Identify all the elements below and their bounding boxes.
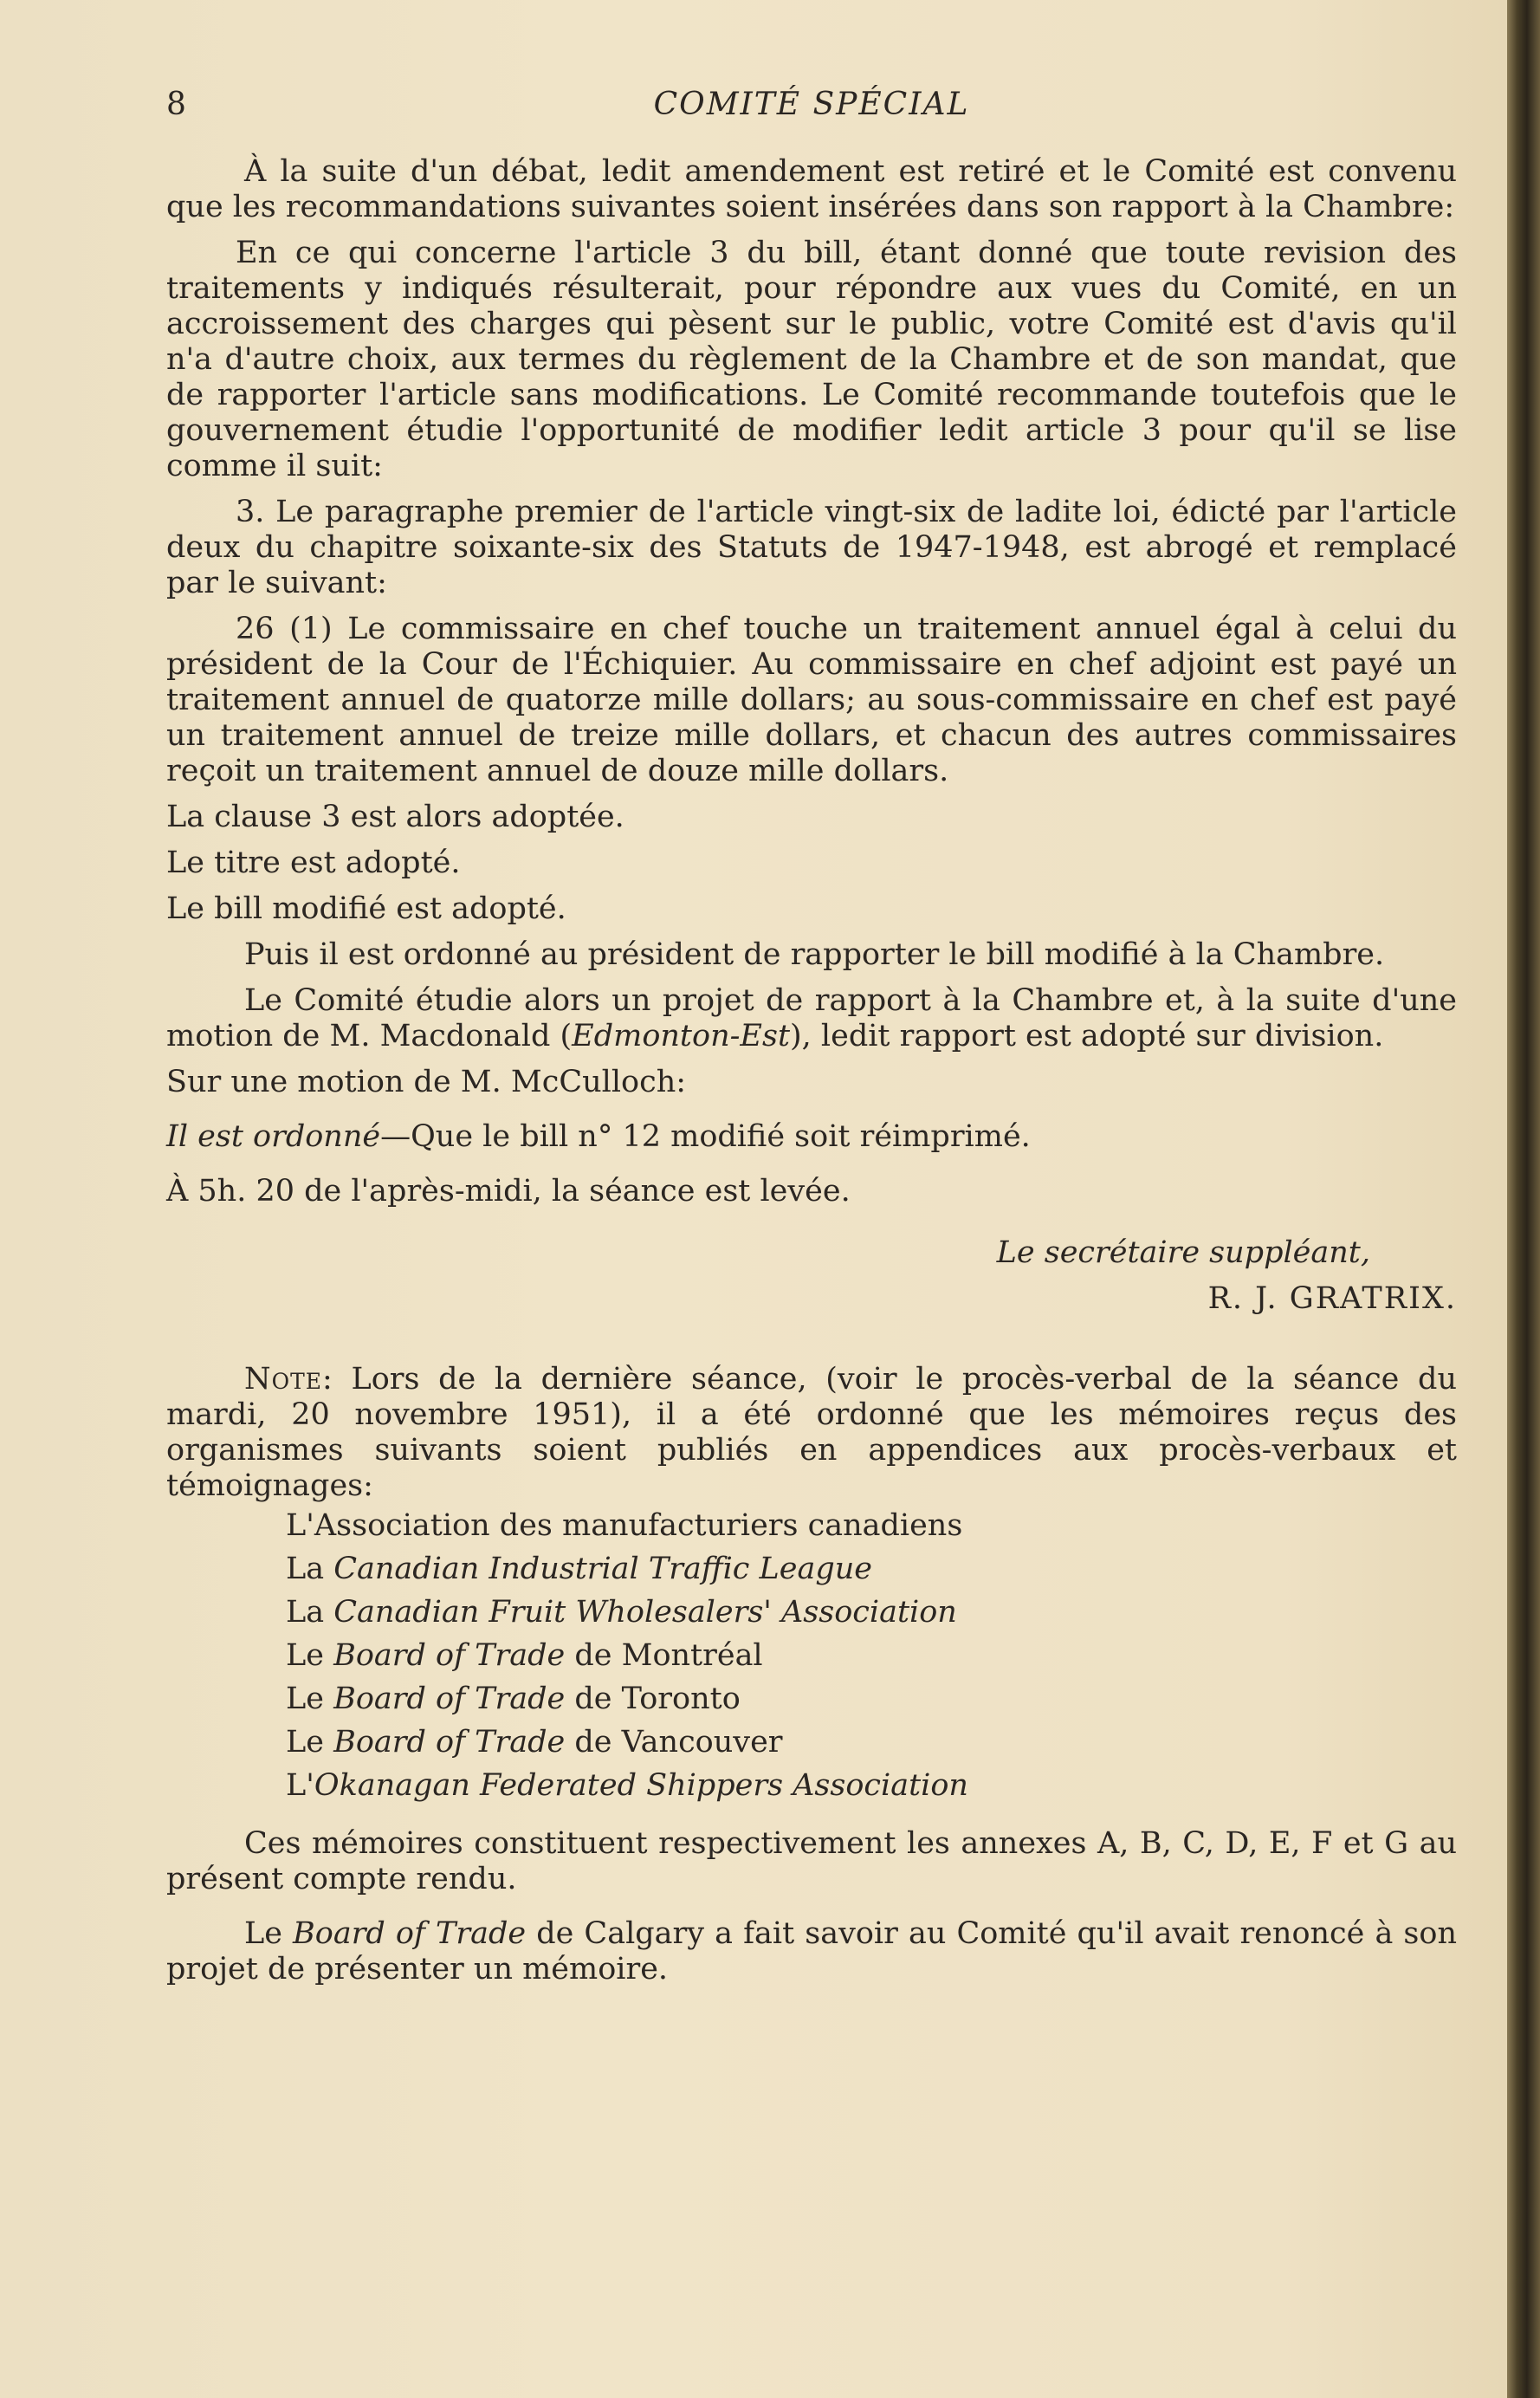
italic-run: Okanagan Federated Shippers Association (314, 1768, 968, 1803)
text-run: ), ledit rapport est adopté sur division. (790, 1019, 1384, 1053)
organization-item (286, 1721, 1457, 1764)
italic-run: Board of Trade (333, 1725, 566, 1760)
proposed-amendment: 3. Le paragraphe premier de l'article vingt-six de ladite loi, édicté par l'article deux du chapitre soixante-six des Statuts de 1947-1948, est abrogé et remplacé par le suivant: (166, 495, 1457, 600)
text-run: La (286, 1595, 334, 1630)
note-paragraph (166, 1362, 1457, 1504)
text-run: de Calgary a fait savoir au Comité qu'il avait renoncé à son projet de présenter un mémoire. (166, 1916, 1457, 1986)
text-run: de Montréal (565, 1638, 763, 1673)
italic-run: Board of Trade (333, 1682, 566, 1716)
organization-item (286, 1504, 1457, 1547)
document-body (166, 154, 1457, 1987)
paragraph: À 5h. 20 de l'après-midi, la séance est levée. (166, 1174, 851, 1209)
signature-name: R. J. GRATRIX. (1207, 1281, 1457, 1316)
organization-item (286, 1591, 1457, 1634)
paragraph: Ces mémoires constituent respectivement les annexes A, B, C, D, E, F et G au présent compte rendu. (166, 1826, 1457, 1896)
paragraph (166, 1119, 1457, 1155)
paragraph: Sur une motion de M. McCulloch: (166, 1065, 687, 1099)
text-run: L'Association des manufacturiers canadiens (286, 1508, 963, 1543)
italic-run: Board of Trade (293, 1916, 527, 1951)
organization-list (286, 1504, 1457, 1807)
proposed-text: 26 (1) Le commissaire en chef touche un traitement annuel égal à celui du président de la Cour de l'Échiquier. Au commissaire en chef adjoint est payé un traitement annuel de quatorze mille dollars; au sous-commissaire en chef est payé un traitement annuel de treize mille dollars, et chacun des autres commissaires reçoit un traitement annuel de douze mille dollars. (166, 612, 1457, 788)
italic-run: Canadian Fruit Wholesalers' Association (333, 1595, 957, 1630)
text-run: Le (286, 1638, 334, 1673)
note-label: Note (244, 1362, 323, 1397)
italic-run: Edmonton-Est (572, 1019, 791, 1053)
paragraph: À la suite d'un débat, ledit amendement est retiré et le Comité est convenu que les recommandations suivantes soient insérées dans son rapport à la Chambre: (166, 154, 1457, 224)
paragraph (166, 983, 1457, 1054)
italic-run: Board of Trade (333, 1638, 566, 1673)
organization-item (286, 1764, 1457, 1807)
text-run: Le (286, 1725, 334, 1760)
paragraph: Le titre est adopté. (166, 846, 461, 880)
organization-item (286, 1547, 1457, 1591)
text-run: de Vancouver (565, 1725, 783, 1760)
page-header (166, 87, 1457, 130)
signature-role-text: Le secrétaire suppléant, (996, 1235, 1370, 1270)
book-binding (1507, 0, 1540, 2398)
recommendation-paragraph: En ce qui concerne l'article 3 du bill, étant donné que toute revision des traitements y indiqués résulterait, pour répondre aux vues du Comité, en un accroissement des charges qui pèsent sur le public, votre Comité est d'avis qu'il n'a d'autre choix, aux termes du règlement de la Chambre et de son mandat, que de rapporter l'article sans modifications. Le Comité recommande toutefois que le gouvernement étudie l'opportunité de modifier ledit article 3 pour qu'il se lise comme il suit: (166, 236, 1457, 483)
text-run: L' (286, 1768, 314, 1803)
paragraph: Le bill modifié est adopté. (166, 891, 566, 926)
organization-item (286, 1634, 1457, 1677)
text-run: Le (244, 1916, 294, 1951)
signature-role (166, 1235, 1457, 1271)
italic-run: Il est ordonné (166, 1119, 381, 1154)
italic-run: Canadian Industrial Traffic League (333, 1552, 873, 1586)
paragraph: La clause 3 est alors adoptée. (166, 800, 624, 834)
paragraph: Puis il est ordonné au président de rapporter le bill modifié à la Chambre. (244, 937, 1385, 972)
text-run: Le Comité étudie alors un projet de rapport à la Chambre et, à la suite d'une motion de M. Macdonald ( (166, 983, 1457, 1053)
paragraph (166, 1916, 1457, 1987)
text-run: —Que le bill n° 12 modifié soit réimprimé. (380, 1119, 1031, 1154)
text-run: La (286, 1552, 334, 1586)
note-text: : Lors de la dernière séance, (voir le procès-verbal de la séance du mardi, 20 novembre 1951), il a été ordonné que les mémoires reçus des organismes suivants soient publiés en appendices aux procès-verbaux et témoignages: (166, 1362, 1457, 1503)
text-run: de Toronto (565, 1682, 741, 1716)
text-run: Le (286, 1682, 334, 1716)
page-number: 8 (166, 87, 186, 122)
running-title: COMITÉ SPÉCIAL (653, 87, 970, 122)
organization-item (286, 1677, 1457, 1721)
